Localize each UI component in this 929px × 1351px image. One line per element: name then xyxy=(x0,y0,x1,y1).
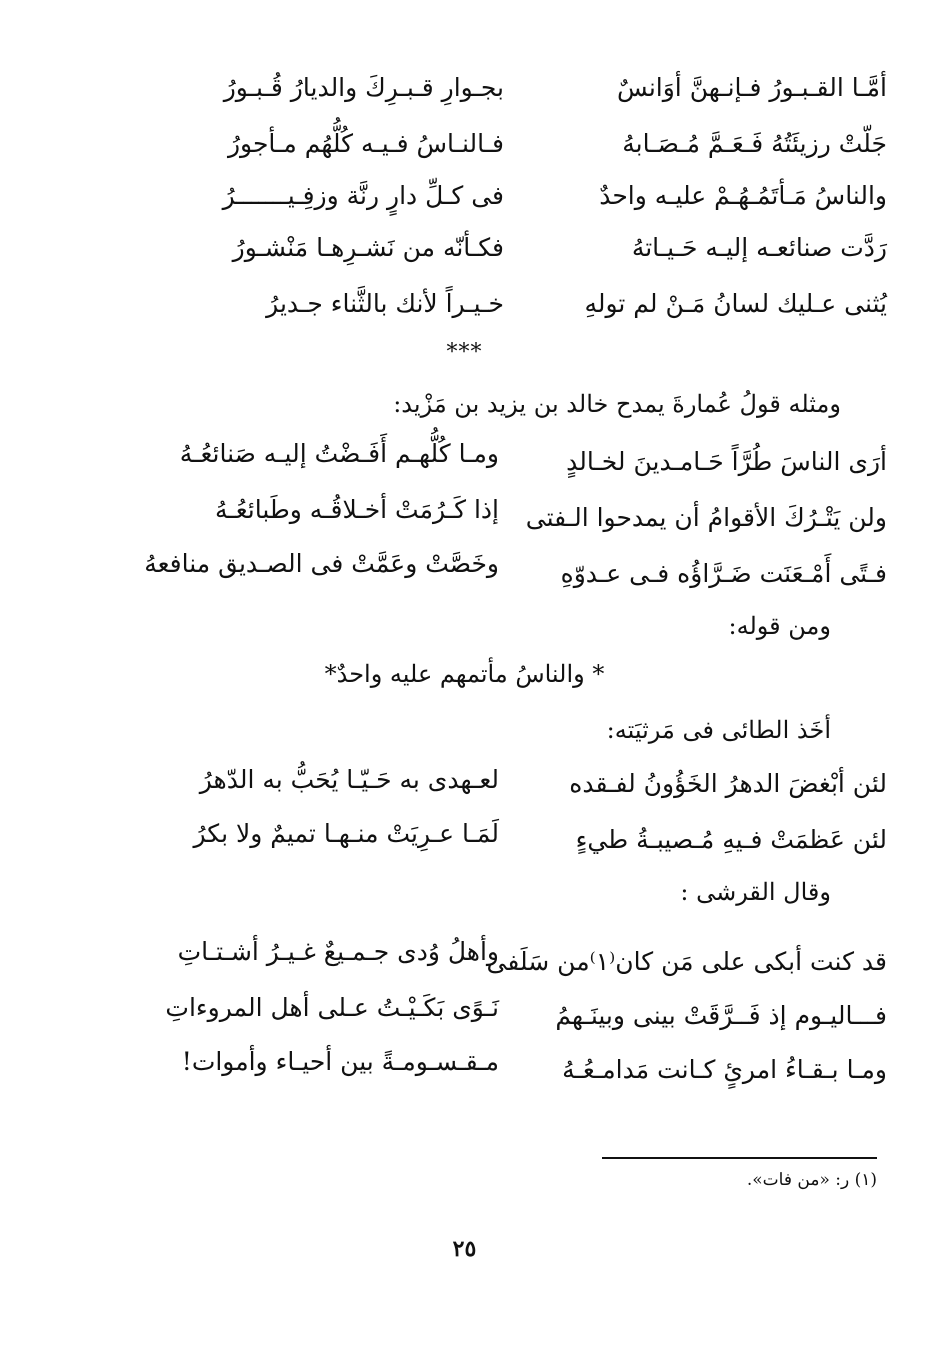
poem3-verse-2-first: لئن عَظمَتْ فـيهِ مُـصيبـةُ طيءٍ xyxy=(575,824,887,854)
poem4-verse-3-first: ومـا بـقـاءُ امرئٍ كـانت مَدامـعُـهُ xyxy=(562,1054,887,1084)
intro-umara: ومثله قولُ عُمارةَ يمدح خالد بن يزيد بن مَزْيد: xyxy=(393,390,841,418)
poem2-verse-1-first: أرَى الناسَ طُرَّاً حَـامـدينَ لخـالدٍ xyxy=(566,446,887,476)
section-separator: *** xyxy=(446,340,483,365)
poem4-verse-1-second: وأهلُ وُدى جـمـيعٌ غـيـرُ أشـتـاتِ xyxy=(177,936,499,966)
poem4-verse-1-first: قد كنت أبكى على مَن كان⁽١⁾من سَلَفى xyxy=(486,946,887,976)
footnote-rule xyxy=(602,1157,877,1159)
poem4-verse-3-second: مـقـسـومـةً بين أحيـاء وأموات! xyxy=(181,1046,499,1076)
page-number: ٢٥ xyxy=(452,1236,477,1262)
intro-min-qawlih: ومن قوله: xyxy=(728,612,831,640)
poem1-verse-5-first: يُثنى عـليك لسانُ مَـنْ لم تولهِ xyxy=(584,288,887,318)
poem4-verse-2-second: نَـوًى بَكَـيْـتُ عـلى أهل المروءاتِ xyxy=(165,992,499,1022)
poem2-verse-2-second: إذا كَـرُمَتْ أخـلاقُـه وطَبائعُـهُ xyxy=(214,494,499,524)
poem3-verse-2-second: لَمَـا عـرِيَتْ منـهـا تميمٌ ولا بكرُ xyxy=(193,818,499,848)
intro-taai: أخَذ الطائى فى مَرثيَته: xyxy=(606,716,831,744)
poem1-verse-5-second: خـيـراً لأنك بالثَّناء جـديرُ xyxy=(266,288,504,318)
poem3-verse-1-first: لئن أبْغضَ الدهرُ الخَؤُونُ لفـقده xyxy=(569,768,887,798)
quoted-hemistich: * والناسُ مأتمهم عليه واحدٌ* xyxy=(324,660,605,688)
poem1-verse-3-first: والناسُ مَـأتَمُـهُـمْ عليـه واحدٌ xyxy=(599,180,887,210)
poem1-verse-3-second: فى كـلِّ دارٍ رنَّة وزفِـيـــــــرُ xyxy=(222,180,504,210)
poem4-verse-2-first: فـــاليـوم إذ فَــرَّقَتْ بينى وبينَـهمُ xyxy=(555,1000,887,1030)
footnote: (١) ر: «من فات». xyxy=(746,1170,877,1190)
poem1-verse-1-second: بجـوارِ قـبـرِكَ والديارُ قُـبـورُ xyxy=(223,72,504,102)
poem1-verse-4-second: فكـأنّه من نَشـرِهـا مَنْشـورُ xyxy=(232,232,504,262)
poem1-verse-1-first: أمَّـا القـبـورُ فـإنـهنَّ أوَانسٌ xyxy=(616,72,887,102)
poem2-verse-3-first: فـتًى أَمْـعَنَت ضَـرَّاؤُه فـى عـدوّهِ xyxy=(560,558,887,588)
poem2-verse-2-first: ولن يَتْـرُكَ الأقوامُ أن يمدحوا الـفتى xyxy=(525,502,887,532)
poem1-verse-2-second: فـالنـاسُ فـيـه كُلُّهُم مـأجورُ xyxy=(227,128,504,158)
intro-qurashi: وقال القرشى : xyxy=(680,878,831,906)
poem3-verse-1-second: لعـهدى به حَـيّـا يُحَبُّ به الدّهرُ xyxy=(199,764,499,794)
poem2-verse-3-second: وخَصَّتْ وعَمَّتْ فى الصـديق منافعهُ xyxy=(144,548,499,578)
poem1-verse-4-first: رَدَّت صنائعـه إليـه حَـيـاتهُ xyxy=(631,232,887,262)
poem2-verse-1-second: ومـا كُلُّهـم أَفَـضْتُ إليـه صَنائعُـهُ xyxy=(179,438,499,468)
poem1-verse-2-first: جَلّتْ رزيئَتُهُ فَـعَـمَّ مُـصَـابهُ xyxy=(622,128,887,158)
